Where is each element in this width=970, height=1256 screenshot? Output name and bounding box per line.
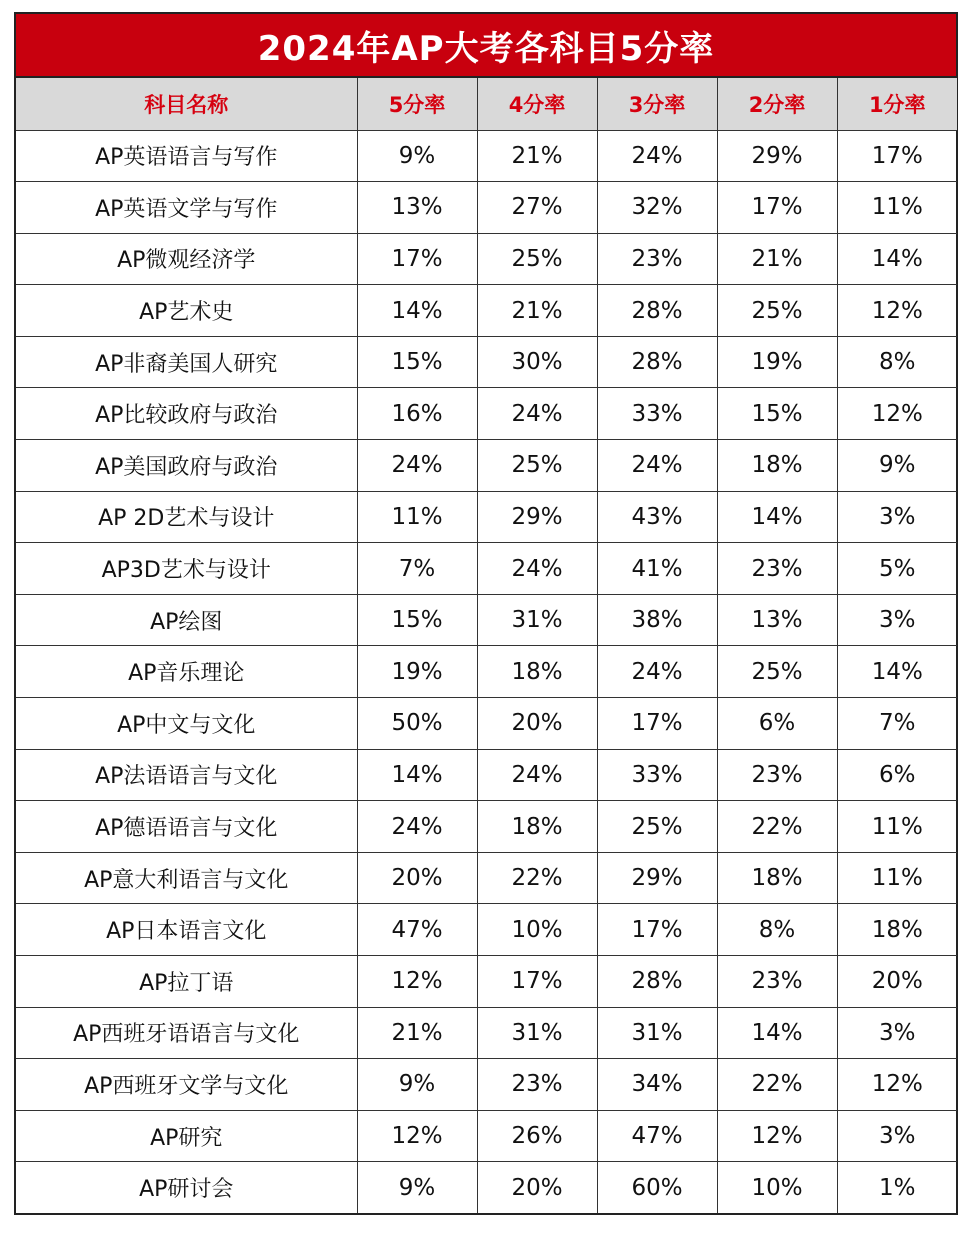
rate-3-cell: 31% [597,1007,717,1059]
rate-1-cell: 6% [837,749,957,801]
rate-5-cell: 50% [357,698,477,750]
rate-5-cell: 19% [357,646,477,698]
rate-2-cell: 6% [717,698,837,750]
rate-2-cell: 18% [717,440,837,492]
rate-5-cell: 47% [357,904,477,956]
rate-4-cell: 21% [477,130,597,182]
table-row [16,1007,957,1059]
rate-1-cell: 12% [837,388,957,440]
rate-2-cell: 23% [717,543,837,595]
header-score-1: 1分率 [837,78,957,130]
rate-2-cell: 18% [717,852,837,904]
rate-4-cell: 20% [477,698,597,750]
rate-3-cell: 24% [597,440,717,492]
table-row [16,388,957,440]
rate-5-cell: 21% [357,1007,477,1059]
rate-4-cell: 31% [477,594,597,646]
table-row [16,852,957,904]
rate-1-cell: 1% [879,1174,916,1201]
table-title: 2024年AP大考各科目5分率 [16,14,956,78]
rate-1-cell: 11% [837,182,957,234]
rate-1-cell: 18% [837,904,957,956]
rate-3-cell: 32% [597,182,717,234]
subject-name-cell: AP 2D艺术与设计 [16,491,357,543]
table-row [16,1110,957,1162]
rate-1-cell: 14% [837,646,957,698]
table-row [16,956,957,1008]
rate-4-cell: 25% [477,440,597,492]
table-row [16,233,957,285]
header-row [16,78,957,130]
table-row [16,904,957,956]
rate-4-cell: 20% [477,1162,597,1214]
rate-3-cell: 33% [597,388,717,440]
rate-5-cell: 11% [357,491,477,543]
rate-1-cell: 17% [837,130,957,182]
rate-2-cell: 8% [717,904,837,956]
rate-4-cell: 24% [477,388,597,440]
table-row [16,1059,957,1111]
subject-name-cell: AP微观经济学 [16,233,357,285]
table-row [16,336,957,388]
header-score-3: 3分率 [597,78,717,130]
table-row [16,1162,957,1214]
table-row [16,801,957,853]
table-row [16,646,957,698]
subject-name-cell: AP音乐理论 [16,646,357,698]
rate-1-cell: 3% [837,1007,957,1059]
rate-2-cell: 25% [717,646,837,698]
rate-1-cell: 3% [837,491,957,543]
score-rate-table [16,78,957,1213]
rate-4-cell: 18% [477,646,597,698]
subject-name-cell: AP艺术史 [16,285,357,337]
rate-3-cell: 28% [597,285,717,337]
rate-1-cell: 3% [837,1110,957,1162]
rate-4-cell: 30% [477,336,597,388]
rate-3-cell: 28% [597,336,717,388]
rate-1-cell: 7% [837,698,957,750]
rate-5-cell: 24% [357,440,477,492]
rate-3-cell: 60% [597,1162,717,1214]
rate-5-cell: 14% [357,285,477,337]
rate-2-cell: 22% [717,801,837,853]
table-row [16,440,957,492]
rate-2-cell: 10% [717,1162,837,1214]
rate-3-cell: 33% [597,749,717,801]
subject-name-cell: AP绘图 [16,594,357,646]
subject-name-cell: AP英语文学与写作 [16,182,357,234]
rate-4-cell: 26% [477,1110,597,1162]
subject-name-cell: AP非裔美国人研究 [16,336,357,388]
rate-4-cell: 18% [477,801,597,853]
table-row [16,130,957,182]
rate-1-cell: 12% [837,285,957,337]
rate-3-cell: 24% [597,130,717,182]
table-body [16,130,957,1213]
table-row [16,698,957,750]
table-row [16,543,957,595]
table-row [16,749,957,801]
rate-3-cell: 47% [597,1110,717,1162]
rate-5-cell: 17% [357,233,477,285]
rate-1-cell: 12% [837,1059,957,1111]
subject-name-cell: AP3D艺术与设计 [16,543,357,595]
rate-3-cell: 38% [597,594,717,646]
rate-1-cell: 11% [837,801,957,853]
rate-2-cell: 19% [717,336,837,388]
rate-3-cell: 24% [597,646,717,698]
rate-5-cell: 12% [357,956,477,1008]
subject-name-cell: AP拉丁语 [16,956,357,1008]
score-table-sheet [14,12,958,1215]
rate-5-cell: 9% [357,1059,477,1111]
rate-4-cell: 24% [477,749,597,801]
rate-2-cell: 23% [717,956,837,1008]
rate-2-cell: 22% [717,1059,837,1111]
rate-4-cell: 24% [477,543,597,595]
rate-4-cell: 21% [477,285,597,337]
rate-1-cell: 3% [837,594,957,646]
rate-2-cell: 13% [717,594,837,646]
rate-5-cell: 16% [357,388,477,440]
rate-3-cell: 25% [597,801,717,853]
table-row [16,285,957,337]
rate-5-cell: 9% [357,130,477,182]
rate-5-cell: 15% [357,336,477,388]
subject-name-cell: AP英语语言与写作 [16,130,357,182]
rate-5-cell: 12% [357,1110,477,1162]
header-score-5: 5分率 [357,78,477,130]
rate-2-cell: 21% [717,233,837,285]
rate-2-cell: 29% [717,130,837,182]
rate-1-cell: 14% [837,233,957,285]
rate-5-cell: 13% [357,182,477,234]
subject-name-cell: AP意大利语言与文化 [16,852,357,904]
rate-3-cell: 41% [597,543,717,595]
subject-name-cell: AP西班牙文学与文化 [16,1059,357,1111]
subject-name-cell: AP德语语言与文化 [16,801,357,853]
rate-4-cell: 22% [477,852,597,904]
rate-2-cell: 25% [717,285,837,337]
header-subject: 科目名称 [16,78,357,130]
rate-3-cell: 23% [597,233,717,285]
rate-4-cell: 23% [477,1059,597,1111]
rate-3-cell: 28% [597,956,717,1008]
rate-1-cell: 5% [837,543,957,595]
rate-5-cell: 15% [357,594,477,646]
rate-1-cell: 8% [837,336,957,388]
rate-4-cell: 29% [477,491,597,543]
rate-2-cell: 23% [717,749,837,801]
table-row [16,491,957,543]
rate-5-cell: 20% [357,852,477,904]
subject-name-cell: AP日本语言文化 [16,904,357,956]
subject-name-cell: AP研究 [16,1110,357,1162]
rate-2-cell: 14% [717,1007,837,1059]
rate-2-cell: 12% [717,1110,837,1162]
rate-5-cell: 24% [357,801,477,853]
rate-4-cell: 31% [477,1007,597,1059]
rate-4-cell: 25% [477,233,597,285]
subject-name-cell: AP研讨会 [16,1162,357,1214]
header-score-2: 2分率 [717,78,837,130]
rate-2-cell: 15% [717,388,837,440]
rate-3-cell: 17% [597,698,717,750]
rate-4-cell: 27% [477,182,597,234]
header-score-4: 4分率 [477,78,597,130]
rate-5-cell: 14% [357,749,477,801]
rate-5-cell: 9% [357,1162,477,1214]
subject-name-cell: AP西班牙语语言与文化 [16,1007,357,1059]
table-row [16,182,957,234]
rate-3-cell: 29% [597,852,717,904]
rate-5-cell: 7% [357,543,477,595]
rate-4-cell: 10% [477,904,597,956]
subject-name-cell: AP法语语言与文化 [16,749,357,801]
rate-3-cell: 17% [597,904,717,956]
rate-4-cell: 17% [477,956,597,1008]
rate-3-cell: 43% [597,491,717,543]
subject-name-cell: AP美国政府与政治 [16,440,357,492]
rate-2-cell: 17% [717,182,837,234]
rate-2-cell: 14% [717,491,837,543]
subject-name-cell: AP比较政府与政治 [16,388,357,440]
table-row [16,594,957,646]
rate-1-cell: 11% [837,852,957,904]
rate-1-cell: 9% [837,440,957,492]
rate-1-cell: 20% [837,956,957,1008]
rate-3-cell: 34% [597,1059,717,1111]
subject-name-cell: AP中文与文化 [16,698,357,750]
